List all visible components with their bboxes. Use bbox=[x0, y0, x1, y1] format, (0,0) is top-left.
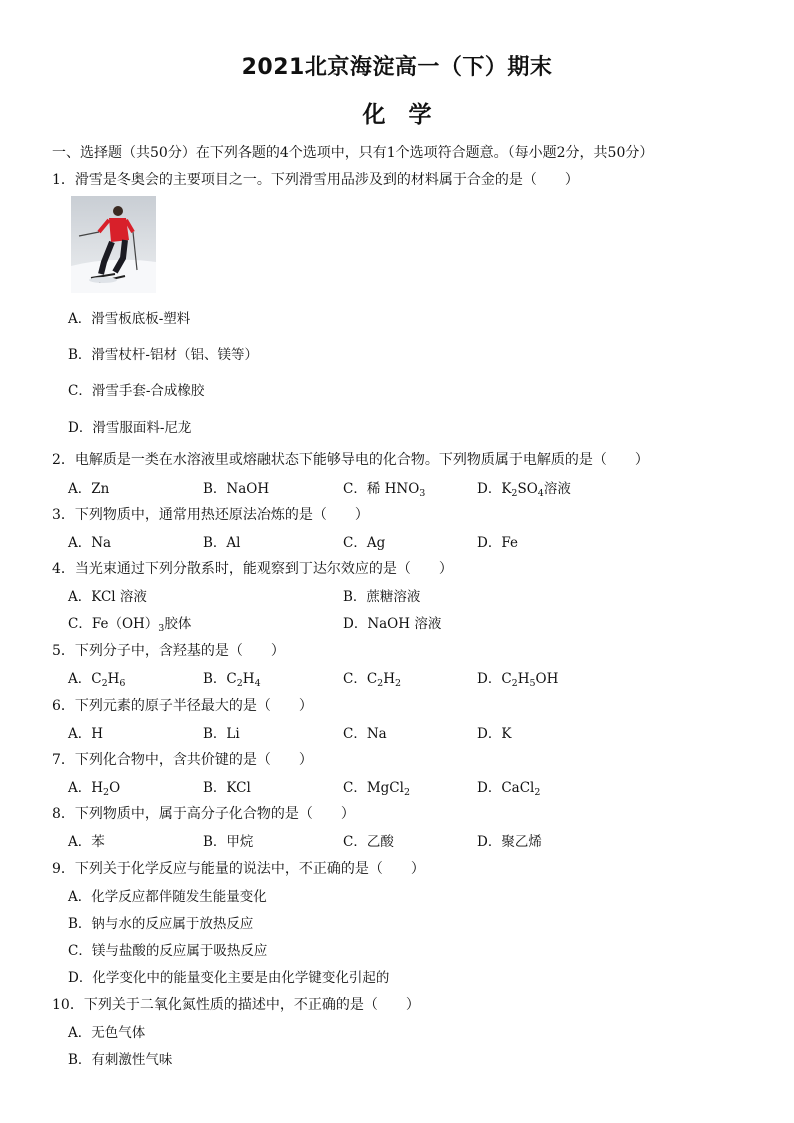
question-6-stem: 6．下列元素的原子半径最大的是（ ） bbox=[52, 698, 313, 714]
q7-option-a: A．$H_2O$ bbox=[68, 780, 121, 798]
question-2-stem: 2．电解质是一类在水溶液里或熔融状态下能够导电的化合物。下列物质属于电解质的是（ ） bbox=[52, 452, 649, 468]
q3-option-a: A．Na bbox=[68, 535, 112, 551]
q2-option-b: B．NaOH bbox=[203, 481, 270, 497]
q3-option-d: D．Fe bbox=[477, 535, 518, 551]
q7-option-d: D．CaCl$_2$ bbox=[477, 780, 541, 798]
q9-option-a: A．化学反应都伴随发生能量变化 bbox=[68, 889, 267, 905]
q5-option-a: A．$C_2H_6$ bbox=[68, 671, 126, 689]
q9-option-d: D．化学变化中的能量变化主要是由化学键变化引起的 bbox=[68, 970, 390, 986]
q4-option-b: B．蔗糖溶液 bbox=[343, 589, 421, 605]
question-7-stem: 7．下列化合物中，含共价键的是（ ） bbox=[52, 752, 313, 768]
page-title: 2021北京海淀高一（下）期末 bbox=[241, 55, 553, 80]
q9-option-c: C．镁与盐酸的反应属于吸热反应 bbox=[68, 943, 268, 959]
section-heading: 一、选择题（共50分）在下列各题的4个选项中，只有1个选项符合题意。（每小题2分，共50分） bbox=[52, 145, 654, 161]
q2-option-c: C．稀 $HNO_3$ bbox=[343, 481, 426, 499]
q5-option-c: C．$C_2H_2$ bbox=[343, 671, 402, 689]
question-8-stem: 8．下列物质中，属于高分子化合物的是（ ） bbox=[52, 806, 355, 822]
question-1-stem: 1．滑雪是冬奥会的主要项目之一。下列滑雪用品涉及到的材料属于合金的是（ ） bbox=[52, 172, 579, 188]
q2-option-a: A．Zn bbox=[68, 481, 110, 497]
q9-option-b: B．钠与水的反应属于放热反应 bbox=[68, 916, 254, 932]
q5-option-b: B．$C_2H_4$ bbox=[203, 671, 261, 689]
q4-option-c: C．$Fe(OH)_3$胶体 bbox=[68, 616, 192, 634]
q3-option-b: B．Al bbox=[203, 535, 241, 551]
q4-option-d: D．NaOH 溶液 bbox=[343, 616, 442, 632]
q1-option-b: B．滑雪杖杆-铝材（铝、镁等） bbox=[68, 347, 258, 363]
question-10-stem: 10．下列关于二氧化氮性质的描述中，不正确的是（ ） bbox=[52, 997, 420, 1013]
q6-option-c: C．Na bbox=[343, 726, 387, 742]
q6-option-b: B．Li bbox=[203, 726, 240, 742]
subject-title: 化 学 bbox=[362, 102, 432, 128]
skier-image bbox=[71, 196, 156, 293]
q5-option-d: D．$C_2H_5OH$ bbox=[477, 671, 559, 689]
q4-option-a: A．KCl 溶液 bbox=[68, 589, 147, 605]
q10-option-a: A．无色气体 bbox=[68, 1025, 146, 1041]
q1-option-c: C．滑雪手套-合成橡胶 bbox=[68, 383, 205, 399]
question-9-stem: 9．下列关于化学反应与能量的说法中，不正确的是（ ） bbox=[52, 861, 425, 877]
q7-option-c: C．MgCl$_2$ bbox=[343, 780, 410, 798]
q8-option-c: C．乙酸 bbox=[343, 834, 394, 850]
q2-option-d: D．$K_2SO_4$溶液 bbox=[477, 481, 571, 499]
question-3-stem: 3．下列物质中，通常用热还原法冶炼的是（ ） bbox=[52, 507, 369, 523]
q1-option-a: A．滑雪板底板-塑料 bbox=[68, 311, 191, 327]
q8-option-a: A．苯 bbox=[68, 834, 105, 850]
q7-option-b: B．KCl bbox=[203, 780, 251, 796]
q6-option-d: D．K bbox=[477, 726, 512, 742]
q10-option-b: B．有刺激性气味 bbox=[68, 1052, 173, 1068]
q1-option-d: D．滑雪服面料-尼龙 bbox=[68, 420, 192, 436]
q6-option-a: A．H bbox=[68, 726, 104, 742]
q3-option-c: C．Ag bbox=[343, 535, 386, 551]
q8-option-d: D．聚乙烯 bbox=[477, 834, 542, 850]
q8-option-b: B．甲烷 bbox=[203, 834, 254, 850]
question-5-stem: 5．下列分子中，含羟基的是（ ） bbox=[52, 643, 285, 659]
question-4-stem: 4．当光束通过下列分散系时，能观察到丁达尔效应的是（ ） bbox=[52, 561, 453, 577]
